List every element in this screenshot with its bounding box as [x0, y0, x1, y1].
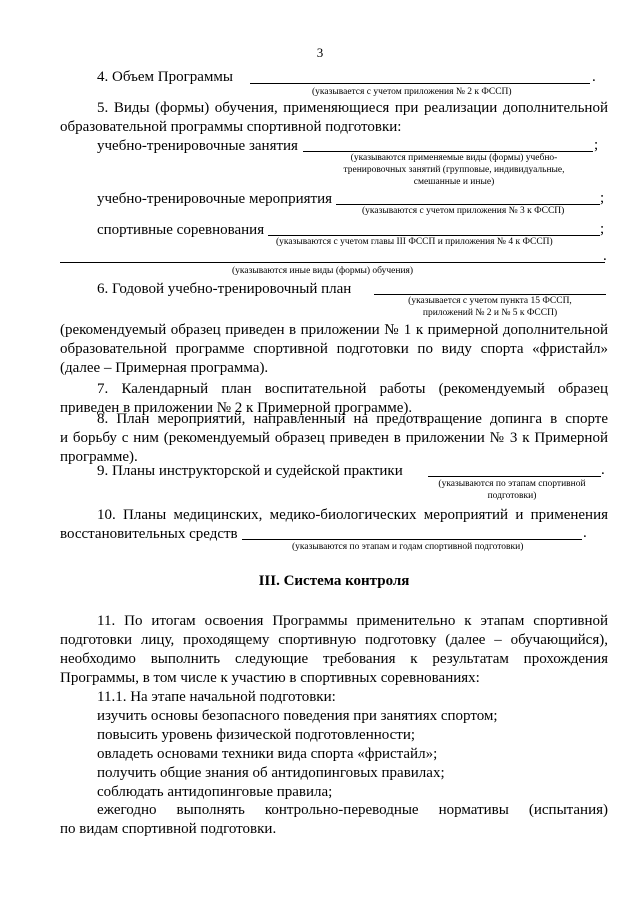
- item9-note-2: подготовки): [487, 491, 537, 501]
- item10-end: .: [583, 525, 587, 541]
- competitions-end: ;: [600, 221, 605, 237]
- item9-note-1: (указываются по этапам спортивной: [438, 479, 586, 489]
- events-label: учебно-тренировочные мероприятия: [97, 191, 333, 207]
- item9-end: .: [601, 462, 605, 478]
- item5-line1: 5. Виды (формы) обучения, применяющиеся при реализации дополнительной: [97, 100, 608, 116]
- item8-line2: и борьбу с ним (рекомендуемый образец приведен в приложении № 3 к Примерной: [60, 430, 608, 446]
- item11-line1: 11. По итогам освоения Программы применительно к этапам спортивной: [97, 613, 608, 629]
- page-number: 3: [316, 45, 324, 60]
- requirement-5: соблюдать антидопинговые правила;: [97, 784, 333, 800]
- training-note-1: (указываются применяемые виды (формы) учебно-: [350, 153, 558, 163]
- item6-note-1: (указывается с учетом пункта 15 ФССП,: [408, 296, 572, 306]
- item10-line1: 10. Планы медицинских, медико-биологических мероприятий и применения: [97, 507, 608, 523]
- events-note: (указываются с учетом приложения № 3 к ФССП): [362, 206, 565, 216]
- item6-note-2: приложений № 2 и № 5 к ФССП): [422, 308, 558, 318]
- item4-blank-line: [250, 83, 590, 84]
- requirement-1: изучить основы безопасного поведения при занятиях спортом;: [97, 708, 498, 724]
- requirement-3: овладеть основами техники вида спорта «фристайл»;: [97, 746, 438, 762]
- training-note-2: тренировочных занятий (групповые, индивидуальные,: [343, 165, 565, 175]
- item6-line1: (рекомендуемый образец приведен в приложении № 1 к примерной дополнительной: [60, 322, 608, 338]
- other-note: (указываются иные виды (формы) обучения): [232, 266, 414, 276]
- item9-text: 9. Планы инструкторской и судейской практики: [97, 463, 403, 479]
- item11-line4: Программы, в том числе к участию в спортивных соревнованиях:: [60, 670, 480, 686]
- item4-end: .: [592, 69, 596, 85]
- item10-line2: восстановительных средств: [60, 526, 238, 542]
- item11-line3: необходимо выполнить следующие требования к результатам прохождения: [60, 651, 608, 667]
- requirement-4: получить общие знания об антидопинговых правилах;: [97, 765, 445, 781]
- training-label: учебно-тренировочные занятия: [97, 138, 298, 154]
- competitions-label: спортивные соревнования: [97, 222, 265, 238]
- competitions-note: (указываются с учетом главы III ФССП и приложения № 4 к ФССП): [276, 237, 553, 247]
- training-end: ;: [594, 137, 599, 153]
- item4-note: (указывается с учетом приложения № 2 к ФССП): [312, 87, 512, 97]
- item10-blank-line: [242, 539, 582, 540]
- item11-line2: подготовки лицу, проходящему спортивную подготовку (далее – обучающийся),: [60, 632, 608, 648]
- requirement-6-line1: ежегодно выполнять контрольно-переводные нормативы (испытания): [97, 802, 608, 818]
- item7-line1: 7. Календарный план воспитательной работы (рекомендуемый образец: [97, 381, 608, 397]
- requirement-2: повысить уровень физической подготовленности;: [97, 727, 416, 743]
- item10-note: (указываются по этапам и годам спортивной подготовки): [292, 542, 524, 552]
- item9-blank-line: [428, 476, 601, 477]
- item8-line1: 8. План мероприятий, направленный на предотвращение допинга в спорте: [97, 411, 608, 427]
- requirement-6-line2: по видам спортивной подготовки.: [60, 821, 277, 837]
- item6-line3: (далее – Примерная программа).: [60, 360, 269, 376]
- item7-line2: приведен в приложении № 2 к Примерной программе).: [60, 400, 413, 416]
- item6-line2: образовательной программе спортивной подготовки по виду спорта «фристайл»: [60, 341, 608, 357]
- item5-line2: образовательной программы спортивной подготовки:: [60, 119, 402, 135]
- item6-text: 6. Годовой учебно-тренировочный план: [97, 281, 352, 297]
- training-note-3: смешанные и иные): [413, 177, 495, 187]
- section-heading: III. Система контроля: [258, 573, 410, 589]
- events-end: ;: [600, 190, 605, 206]
- item11-sub1: 11.1. На этапе начальной подготовки:: [97, 689, 336, 705]
- other-blank-line: [60, 262, 605, 263]
- item8-line3: программе).: [60, 449, 138, 465]
- item4-text: 4. Объем Программы: [97, 69, 233, 85]
- other-end: .: [603, 248, 607, 264]
